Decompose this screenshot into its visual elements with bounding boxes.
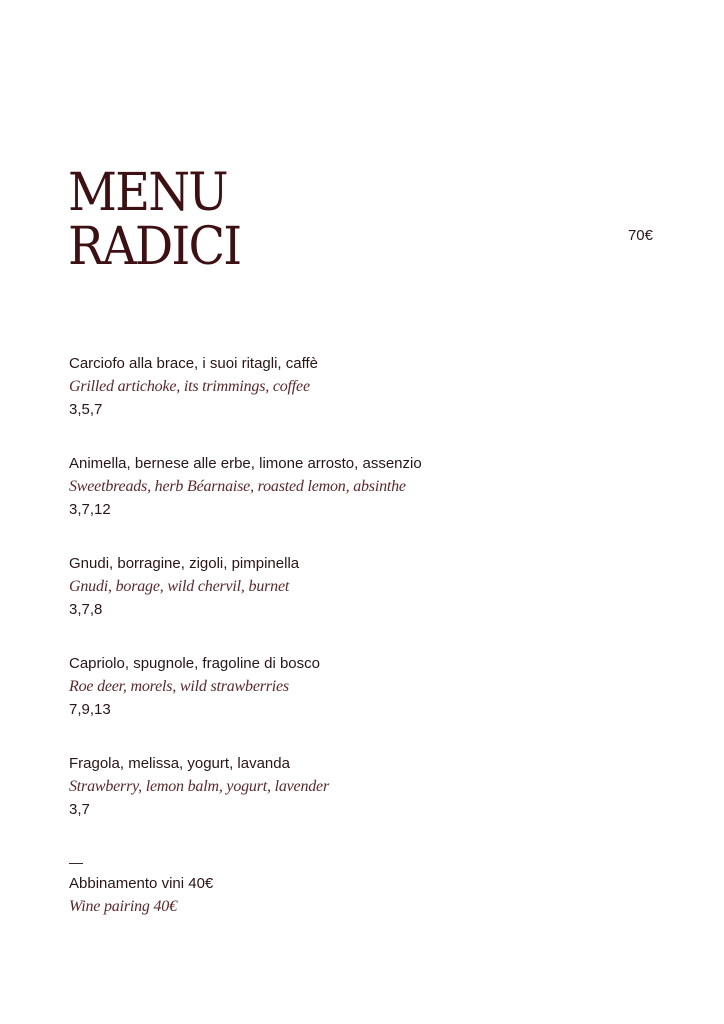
dish-item bbox=[69, 552, 669, 652]
dish-english-name: Gnudi, borage, wild chervil, burnet bbox=[69, 578, 290, 595]
dish-item bbox=[69, 452, 669, 552]
menu-title-line-1: MENU bbox=[68, 163, 227, 223]
dish-italian-name: Gnudi, borragine, zigoli, pimpinella bbox=[69, 555, 300, 572]
menu-title-line-2: RADICI bbox=[68, 217, 241, 277]
dish-allergens: 3,7 bbox=[69, 801, 90, 818]
menu-price: 70€ bbox=[627, 227, 653, 244]
dish-allergens: 7,9,13 bbox=[69, 701, 111, 718]
dish-english-name: Sweetbreads, herb Béarnaise, roasted lemon, absinthe bbox=[69, 478, 406, 495]
dish-item bbox=[69, 752, 669, 852]
dish-item bbox=[69, 352, 669, 452]
dish-allergens: 3,5,7 bbox=[69, 401, 103, 418]
dish-allergens: 3,7,12 bbox=[69, 501, 111, 518]
pairing-separator: — bbox=[69, 854, 83, 870]
dish-italian-name: Animella, bernese alle erbe, limone arrosto, assenzio bbox=[69, 455, 422, 472]
menu-title bbox=[68, 163, 241, 277]
dish-english-name: Roe deer, morels, wild strawberries bbox=[69, 678, 289, 695]
pairing-english: Wine pairing 40€ bbox=[69, 898, 177, 915]
dish-list bbox=[69, 352, 669, 852]
dish-italian-name: Capriolo, spugnole, fragoline di bosco bbox=[69, 655, 320, 672]
dish-italian-name: Fragola, melissa, yogurt, lavanda bbox=[69, 755, 290, 772]
dish-english-name: Grilled artichoke, its trimmings, coffee bbox=[69, 378, 310, 395]
dish-italian-name: Carciofo alla brace, i suoi ritagli, caffè bbox=[69, 355, 319, 372]
wine-pairing bbox=[69, 852, 213, 918]
dish-english-name: Strawberry, lemon balm, yogurt, lavender bbox=[69, 778, 329, 795]
dish-allergens: 3,7,8 bbox=[69, 601, 103, 618]
dish-item bbox=[69, 652, 669, 752]
pairing-italian: Abbinamento vini 40€ bbox=[69, 875, 214, 892]
